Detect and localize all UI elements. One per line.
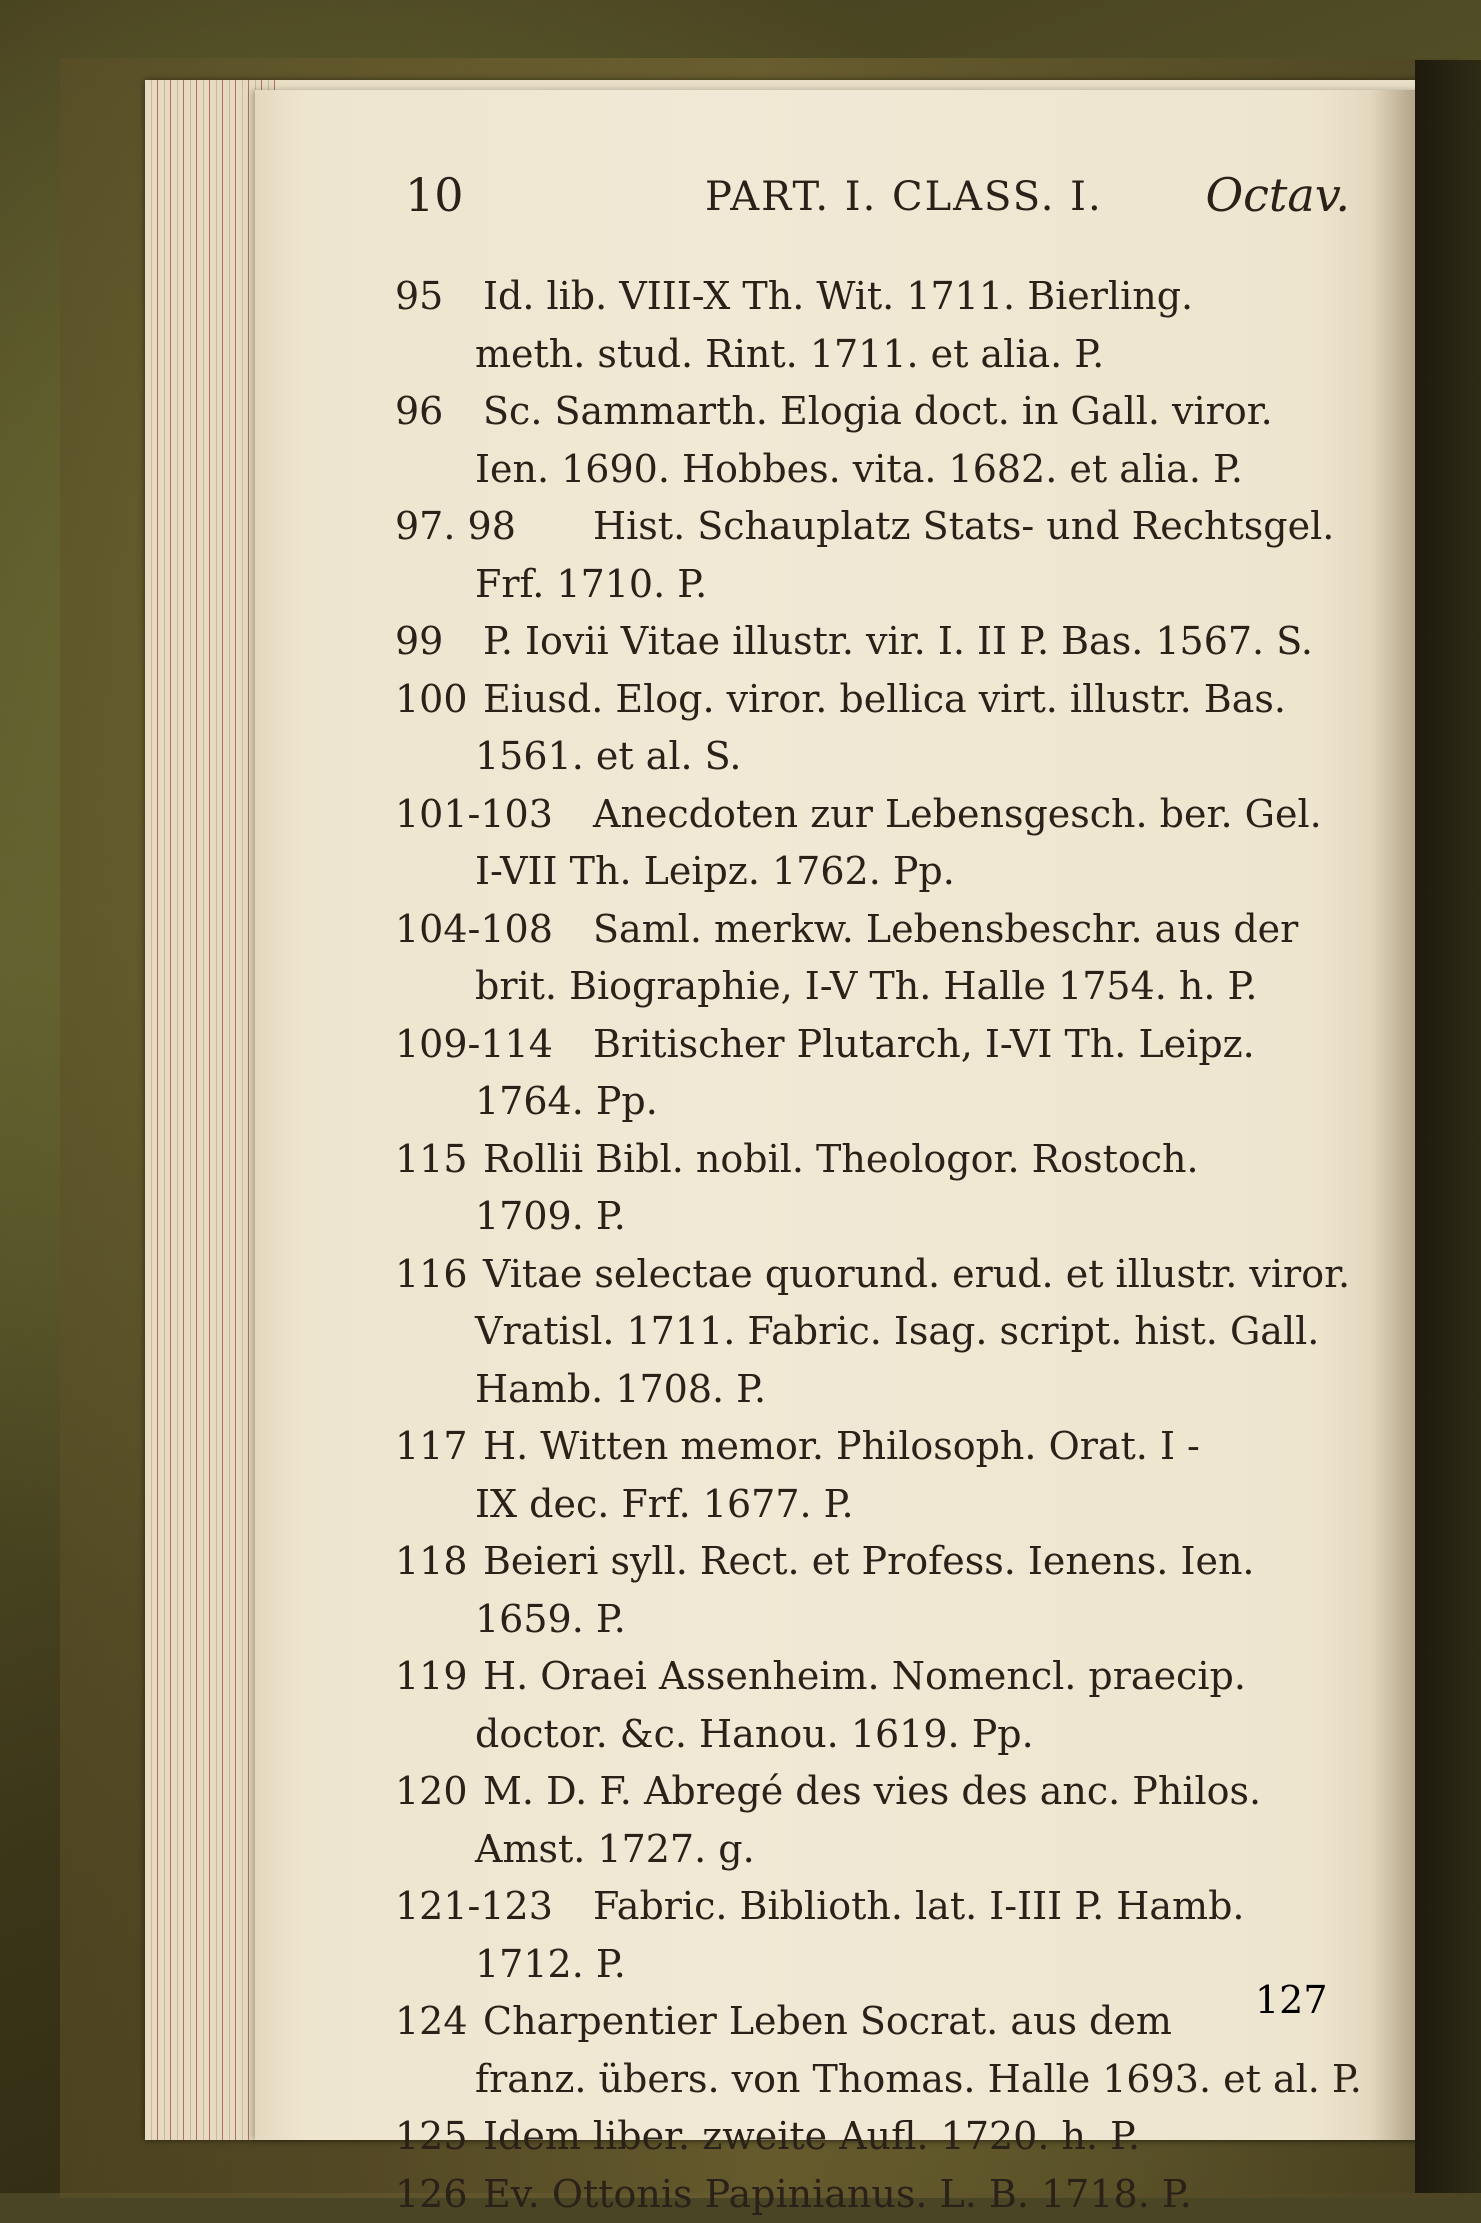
entry-number: 121-123 bbox=[395, 1878, 553, 1936]
entry-line: I-VII Th. Leipz. 1762. Pp. bbox=[395, 843, 1355, 901]
catalog-entry bbox=[395, 1993, 1355, 2108]
entry-line: doctor. &c. Hanou. 1619. Pp. bbox=[395, 1706, 1355, 1764]
entry-line: Amst. 1727. g. bbox=[395, 1821, 1355, 1879]
catalog-entry bbox=[395, 1131, 1355, 1246]
entry-number: 96 bbox=[395, 383, 443, 441]
entry-line: 1764. Pp. bbox=[395, 1073, 1355, 1131]
entry-number: 101-103 bbox=[395, 786, 553, 844]
entry-number: 95 bbox=[395, 268, 443, 326]
entry-number: 124 bbox=[395, 1993, 468, 2051]
entry-number: 117 bbox=[395, 1418, 468, 1476]
entry-line: Rollii Bibl. nobil. Theologor. Rostoch. bbox=[395, 1131, 1355, 1189]
entry-line: 1712. P. bbox=[395, 1936, 1355, 1994]
entry-line: Idem liber. zweite Aufl. 1720. h. P. bbox=[395, 2108, 1355, 2166]
catalog-entry bbox=[395, 1016, 1355, 1131]
entry-number: 99 bbox=[395, 613, 443, 671]
entry-line: Ien. 1690. Hobbes. vita. 1682. et alia. P. bbox=[395, 441, 1355, 499]
catalog-entry bbox=[395, 1878, 1355, 1993]
entry-number: 100 bbox=[395, 671, 468, 729]
entry-line: Frf. 1710. P. bbox=[395, 556, 1355, 614]
entry-line: Britischer Plutarch, I-VI Th. Leipz. bbox=[395, 1016, 1355, 1074]
entry-line: Vratisl. 1711. Fabric. Isag. script. hist. Gall. bbox=[395, 1303, 1355, 1361]
page-text bbox=[395, 150, 1355, 2223]
entry-number: 97. 98 bbox=[395, 498, 516, 556]
catalog-entry bbox=[395, 786, 1355, 901]
catalog-entry bbox=[395, 1533, 1355, 1648]
entry-line: 1659. P. bbox=[395, 1591, 1355, 1649]
catalog-entry bbox=[395, 901, 1355, 1016]
entry-line: H. Witten memor. Philosoph. Orat. I - bbox=[395, 1418, 1355, 1476]
catalog-entry bbox=[395, 2108, 1355, 2166]
entry-line: Hamb. 1708. P. bbox=[395, 1361, 1355, 1419]
entry-line: Saml. merkw. Lebensbeschr. aus der bbox=[395, 901, 1355, 959]
entry-number: 115 bbox=[395, 1131, 468, 1189]
catalog-entry bbox=[395, 383, 1355, 498]
entry-line: Eiusd. Elog. viror. bellica virt. illustr. Bas. bbox=[395, 671, 1355, 729]
catalog-entries bbox=[395, 268, 1355, 2223]
entry-line: Id. lib. VIII-X Th. Wit. 1711. Bierling. bbox=[395, 268, 1355, 326]
entry-line: Beieri syll. Rect. et Profess. Ienens. Ien. bbox=[395, 1533, 1355, 1591]
entry-line: Charpentier Leben Socrat. aus dem bbox=[395, 1993, 1355, 2051]
catalog-entry bbox=[395, 671, 1355, 786]
entry-line: Hist. Schauplatz Stats- und Rechtsgel. bbox=[395, 498, 1355, 556]
catalog-entry bbox=[395, 1246, 1355, 1419]
entry-line: meth. stud. Rint. 1711. et alia. P. bbox=[395, 326, 1355, 384]
format-label: Octav. bbox=[1205, 168, 1350, 222]
page-header bbox=[395, 150, 1355, 220]
catalog-entry bbox=[395, 1648, 1355, 1763]
catalog-entry bbox=[395, 498, 1355, 613]
entry-number: 109-114 bbox=[395, 1016, 553, 1074]
entry-number: 116 bbox=[395, 1246, 468, 1304]
catalog-entry bbox=[395, 1763, 1355, 1878]
catalog-entry bbox=[395, 268, 1355, 383]
entry-line: Ev. Ottonis Papinianus. L. B. 1718. P. bbox=[395, 2166, 1355, 2223]
entry-line: Sc. Sammarth. Elogia doct. in Gall. viror. bbox=[395, 383, 1355, 441]
entry-line: 1561. et al. S. bbox=[395, 728, 1355, 786]
entry-number: 119 bbox=[395, 1648, 468, 1706]
entry-number: 125 bbox=[395, 2108, 468, 2166]
entry-line: 1709. P. bbox=[395, 1188, 1355, 1246]
catchword: 127 bbox=[1255, 1978, 1471, 2022]
entry-line: P. Iovii Vitae illustr. vir. I. II P. Bas. 1567. S. bbox=[395, 613, 1355, 671]
facing-page-edge bbox=[1415, 60, 1481, 2193]
entry-line: M. D. F. Abregé des vies des anc. Philos. bbox=[395, 1763, 1355, 1821]
catalog-entry bbox=[395, 1418, 1355, 1533]
entry-number: 104-108 bbox=[395, 901, 553, 959]
page-number: 10 bbox=[405, 168, 464, 222]
catalog-entry bbox=[395, 2166, 1355, 2223]
entry-line: brit. Biographie, I-V Th. Halle 1754. h. P. bbox=[395, 958, 1355, 1016]
entry-line: Anecdoten zur Lebensgesch. ber. Gel. bbox=[395, 786, 1355, 844]
entry-line: H. Oraei Assenheim. Nomencl. praecip. bbox=[395, 1648, 1355, 1706]
entry-line: IX dec. Frf. 1677. P. bbox=[395, 1476, 1355, 1534]
entry-line: Fabric. Biblioth. lat. I-III P. Hamb. bbox=[395, 1878, 1355, 1936]
entry-number: 118 bbox=[395, 1533, 468, 1591]
entry-line: Vitae selectae quorund. erud. et illustr. viror. bbox=[395, 1246, 1355, 1304]
running-title: PART. I. CLASS. I. bbox=[705, 174, 1103, 220]
catalog-entry bbox=[395, 613, 1355, 671]
entry-line: franz. übers. von Thomas. Halle 1693. et al. P. bbox=[395, 2051, 1355, 2109]
entry-number: 120 bbox=[395, 1763, 468, 1821]
entry-number: 126 bbox=[395, 2166, 468, 2223]
